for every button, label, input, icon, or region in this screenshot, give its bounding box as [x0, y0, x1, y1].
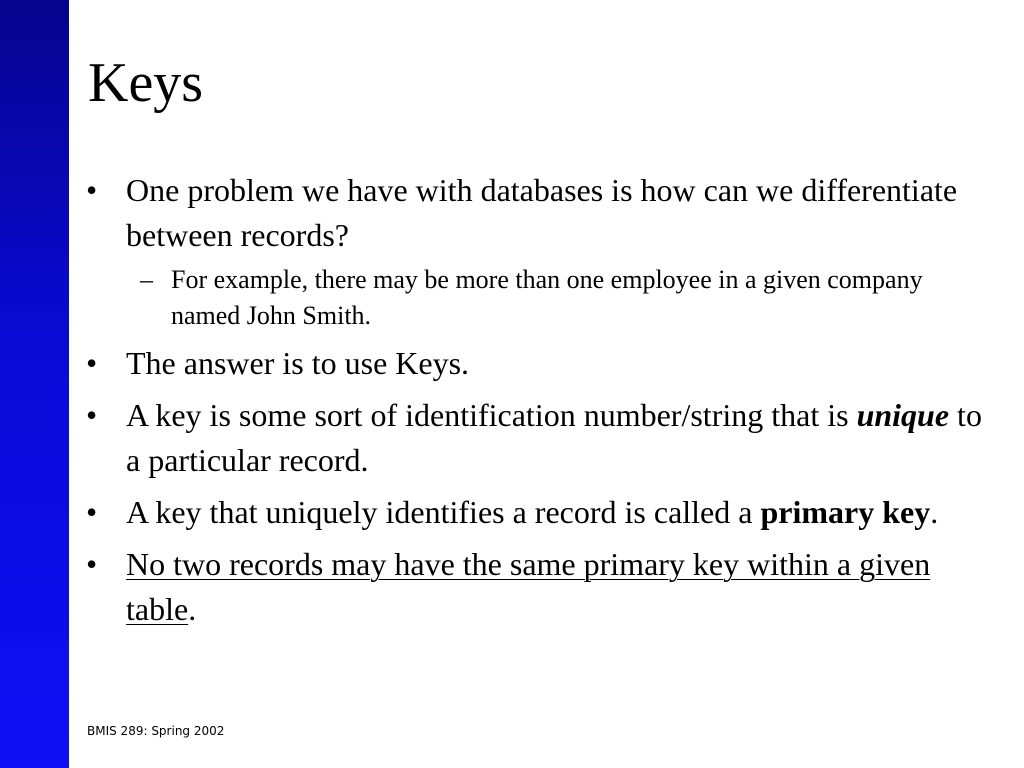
bullet-marker: • [86, 345, 98, 381]
slide-title: Keys [88, 52, 204, 114]
bullet-marker: • [86, 172, 98, 208]
bullet-marker: • [86, 546, 98, 582]
bullet-marker: • [86, 397, 98, 433]
emphasis-unique: unique [856, 397, 950, 433]
bullet-text: The answer is to use Keys. [126, 345, 470, 381]
sub-bullet-list [126, 262, 986, 334]
sub-bullet-text: For example, there may be more than one employee in a given company named John Smith. [171, 265, 923, 330]
bullet-item-5 [86, 542, 986, 632]
bullet-item-2 [86, 341, 986, 386]
emphasis-primary-key: primary key [760, 494, 931, 530]
bullet-marker: • [86, 494, 98, 530]
bullet-text-end: to a particular record. [126, 397, 982, 478]
bullet-item-4 [86, 490, 986, 535]
bullet-list [86, 168, 986, 639]
bullet-text-end: . [930, 494, 939, 530]
bullet-text-end: . [188, 591, 197, 627]
sub-bullet-marker: – [140, 265, 153, 294]
bullet-item-3 [86, 393, 986, 483]
bullet-text: A key that uniquely identifies a record is called a [126, 494, 761, 530]
slide-footer: BMIS 289: Spring 2002 [87, 724, 225, 738]
bullet-item-1 [86, 168, 986, 334]
bullet-text: One problem we have with databases is how can we differentiate between records? [126, 172, 958, 253]
sub-bullet-item-1 [126, 262, 986, 334]
underlined-statement: No two records may have the same primary key within a given table [126, 546, 931, 627]
bullet-text: A key is some sort of identification number/string that is [126, 397, 857, 433]
left-accent-bar [0, 0, 69, 768]
